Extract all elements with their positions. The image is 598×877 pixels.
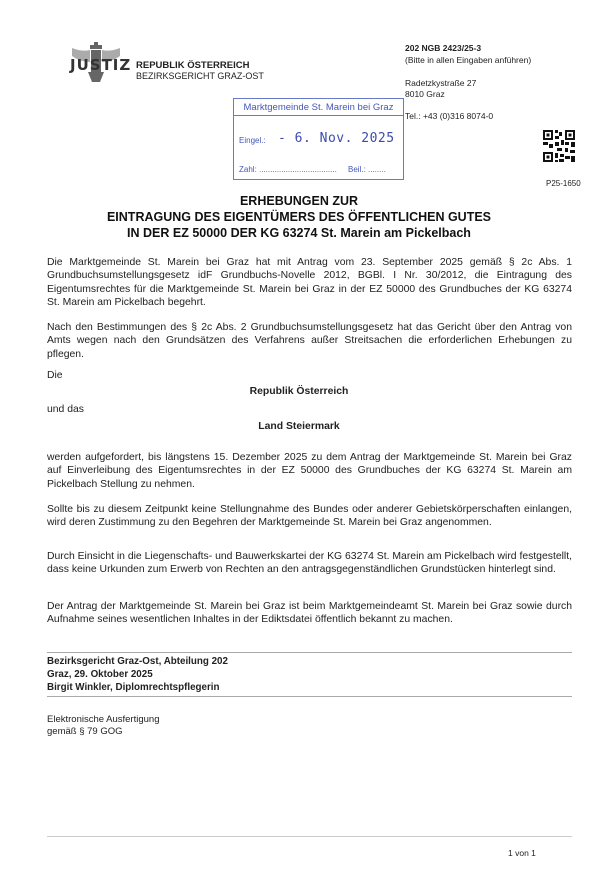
title-line-2: EINTRAGUNG DES EIGENTÜMERS DES ÖFFENTLICHEN GUTES <box>106 210 492 224</box>
party-land: Land Steiermark <box>258 421 340 432</box>
stamp-number-label: Zahl: ................................... <box>239 165 337 174</box>
signature-officer: Birgit Winkler, Diplomrechtspflegerin <box>47 682 220 693</box>
title-line-3: IN DER EZ 50000 DER KG 63274 St. Marein am Pickelbach <box>127 226 471 240</box>
signature-court: Bezirksgericht Graz-Ost, Abteilung 202 <box>47 656 228 667</box>
logo-text: JUSTIZ <box>70 56 132 74</box>
received-stamp <box>233 98 404 180</box>
party-republic: Republik Österreich <box>249 386 349 397</box>
divider-bottom <box>47 696 572 697</box>
stamp-title: Marktgemeinde St. Marein bei Graz <box>234 102 403 116</box>
page-number: 1 von 1 <box>508 848 536 858</box>
court-phone: Tel.: +43 (0)316 8074-0 <box>405 111 494 121</box>
footer-divider <box>47 836 572 837</box>
court-street: Radetzkystraße 27 <box>405 78 477 88</box>
footer-electronic: Elektronische Ausfertigung <box>47 714 160 725</box>
footer-gog: gemäß § 79 GOG <box>47 726 123 737</box>
paragraph-application: Die Marktgemeinde St. Marein bei Graz hat mit Antrag vom 23. September 2025 gemäß § 2c Abs. 1 Grundbuchsumstellungsgesetz idF Grundbuchs-Novelle 2012, BGBl. I Nr. 30/2012, die Eintragung des Eigentumsrechtes für die Marktgemeinde St. Marein bei Graz in der EZ 50000 des Grundbuches der KG 63274 St. Marein am Pickelbach begehrt. <box>47 257 572 309</box>
paragraph-legal-basis: Nach den Bestimmungen des § 2c Abs. 2 Grundbuchsumstellungsgesetz hat das Gericht über den Antrag von Amts wegen nach den Grundsätzen des Verfahrens außer Streitsachen die erforderlichen Erhebungen zu pflegen. <box>47 322 572 360</box>
divider-top <box>47 652 572 653</box>
stamp-attachment-label: Beil.: ........ <box>348 165 386 174</box>
qr-code-icon <box>543 130 575 162</box>
case-number: 202 NGB 2423/25-3 <box>405 43 482 53</box>
text-die: Die <box>47 370 63 381</box>
court-city: 8010 Graz <box>405 89 445 99</box>
paragraph-consent: Sollte bis zu diesem Zeitpunkt keine Stellungnahme des Bundes oder anderer Gebietskörperschaften einlangen, wird deren Zustimmung zu den Begehren der Marktgemeinde St. Marein bei Graz angenommen. <box>47 504 572 529</box>
paragraph-inspection: Durch Einsicht in die Liegenschafts- und Bauwerkskartei der KG 63274 St. Marein am Pickelbach wird festgestellt, dass keine Urkunden zum Erwerb von Rechten an den antragsgegenständlichen Grundstücken hinterlegt sind. <box>47 551 572 576</box>
paragraph-publication: Der Antrag der Marktgemeinde St. Marein bei Graz ist beim Marktgemeindeamt St. Marein bei Graz sowie durch Aufnahme seines wesentlichen Inhaltes in der Ediktsdatei öffentlich bekannt zu machen. <box>47 601 572 626</box>
stamp-received-date: - 6. Nov. 2025 <box>278 131 395 146</box>
title-line-1: ERHEBUNGEN ZUR <box>239 194 359 208</box>
text-und-das: und das <box>47 404 84 415</box>
signature-date: Graz, 29. Oktober 2025 <box>47 669 153 680</box>
stamp-received-label: Eingel.: <box>239 136 266 145</box>
header-republic: REPUBLIK ÖSTERREICH <box>136 60 250 71</box>
header-court: BEZIRKSGERICHT GRAZ-OST <box>136 71 264 81</box>
qr-code-label: P25-1650 <box>546 179 581 188</box>
case-note: (Bitte in allen Eingaben anführen) <box>405 55 532 65</box>
justiz-logo <box>66 42 132 84</box>
paragraph-deadline: werden aufgefordert, bis längstens 15. Dezember 2025 zu dem Antrag der Marktgemeinde St. Marein bei Graz auf Einverleibung des Eigentumsrechtes in der EZ 50000 des Grundbuches der KG 63274 St. Marein am Pickelbach Stellung zu nehmen. <box>47 452 572 490</box>
